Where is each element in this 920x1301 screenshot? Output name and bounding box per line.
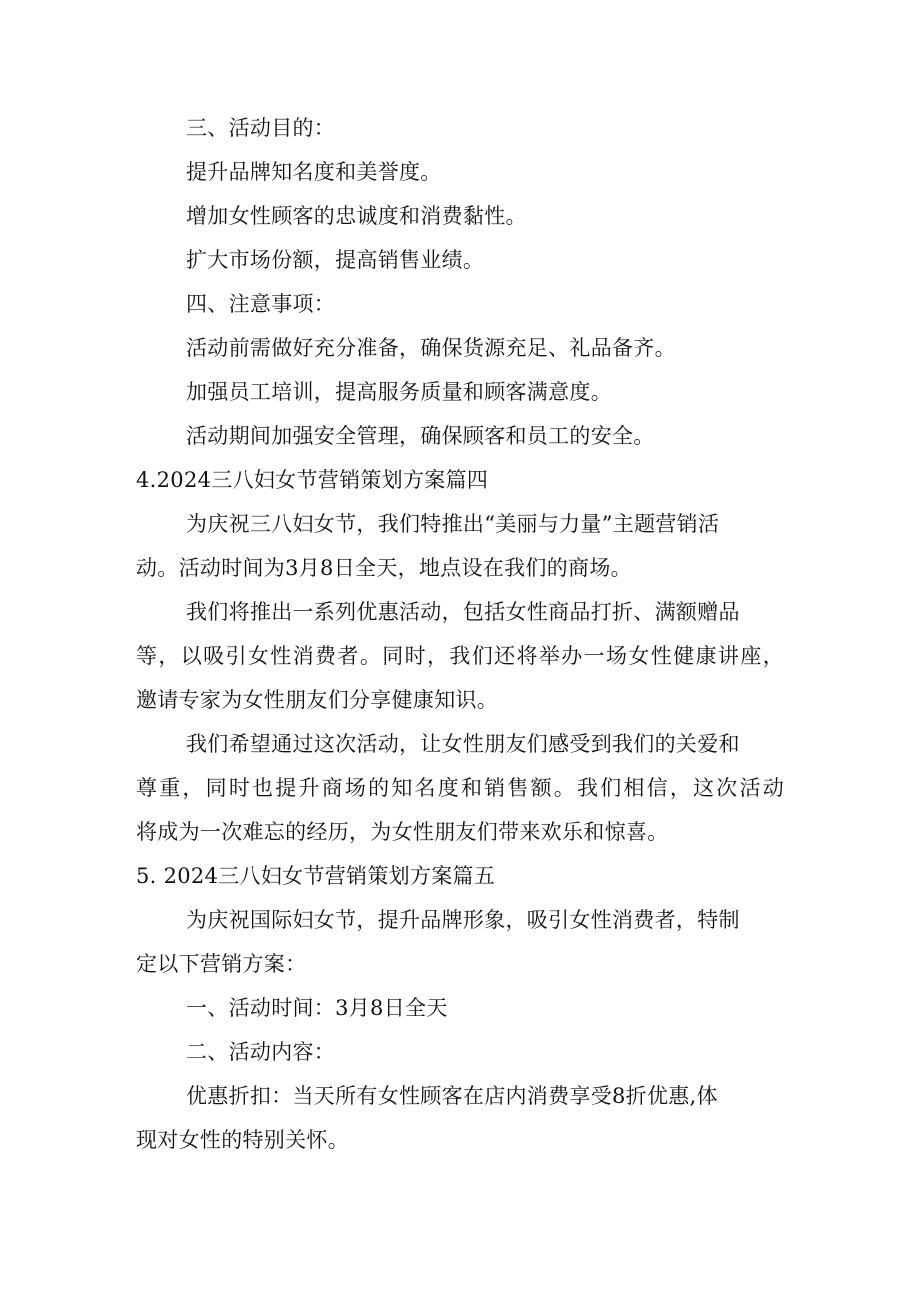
paragraph-line: 将成为一次难忘的经历，为女性朋友们带来欢乐和惊喜。	[136, 820, 669, 844]
paragraph-line: 尊重，同时也提升商场的知名度和销售额。我们相信，这次活动	[136, 776, 784, 800]
paragraph-line: 等，以吸引女性消费者。同时，我们还将举办一场女性健康讲座，	[136, 644, 784, 668]
text-line: 提升品牌知名度和美誉度。	[186, 160, 442, 184]
article-heading-5: 5. 2024三八妇女节营销策划方案篇五	[136, 864, 496, 888]
paragraph-line: 为庆祝国际妇女节，提升品牌形象，吸引女性消费者，特制	[186, 908, 740, 932]
paragraph-line: 为庆祝三八妇女节，我们特推出“美丽与力量”主题营销活	[186, 512, 720, 536]
paragraph-line: 我们希望通过这次活动，让女性朋友们感受到我们的关爱和	[186, 732, 740, 756]
text-line: 活动前需做好充分准备，确保货源充足、礼品备齐。	[186, 336, 676, 360]
section-heading-content: 二、活动内容：	[186, 1040, 336, 1064]
article-heading-4: 4.2024三八妇女节营销策划方案篇四	[136, 468, 489, 492]
paragraph-line: 动。活动时间为3月8日全天，地点设在我们的商场。	[136, 556, 632, 580]
text-line: 加强员工培训，提高服务质量和顾客满意度。	[186, 380, 612, 404]
paragraph-line: 优惠折扣：当天所有女性顾客在店内消费享受8折优惠,体	[186, 1084, 718, 1108]
section-heading-notes: 四、注意事项：	[186, 292, 336, 316]
section-heading-time: 一、活动时间：3月8日全天	[186, 996, 448, 1020]
text-line: 活动期间加强安全管理，确保顾客和员工的安全。	[186, 424, 655, 448]
text-line: 扩大市场份额，提高销售业绩。	[186, 248, 485, 272]
paragraph-line: 我们将推出一系列优惠活动，包括女性商品打折、满额赠品	[186, 600, 740, 624]
text-line: 增加女性顾客的忠诚度和消费黏性。	[186, 204, 527, 228]
paragraph-line: 现对女性的特别关怀。	[136, 1128, 349, 1152]
section-heading-purpose: 三、活动目的：	[186, 116, 336, 140]
paragraph-line: 定以下营销方案：	[136, 952, 307, 976]
paragraph-line: 邀请专家为女性朋友们分享健康知识。	[136, 688, 499, 712]
